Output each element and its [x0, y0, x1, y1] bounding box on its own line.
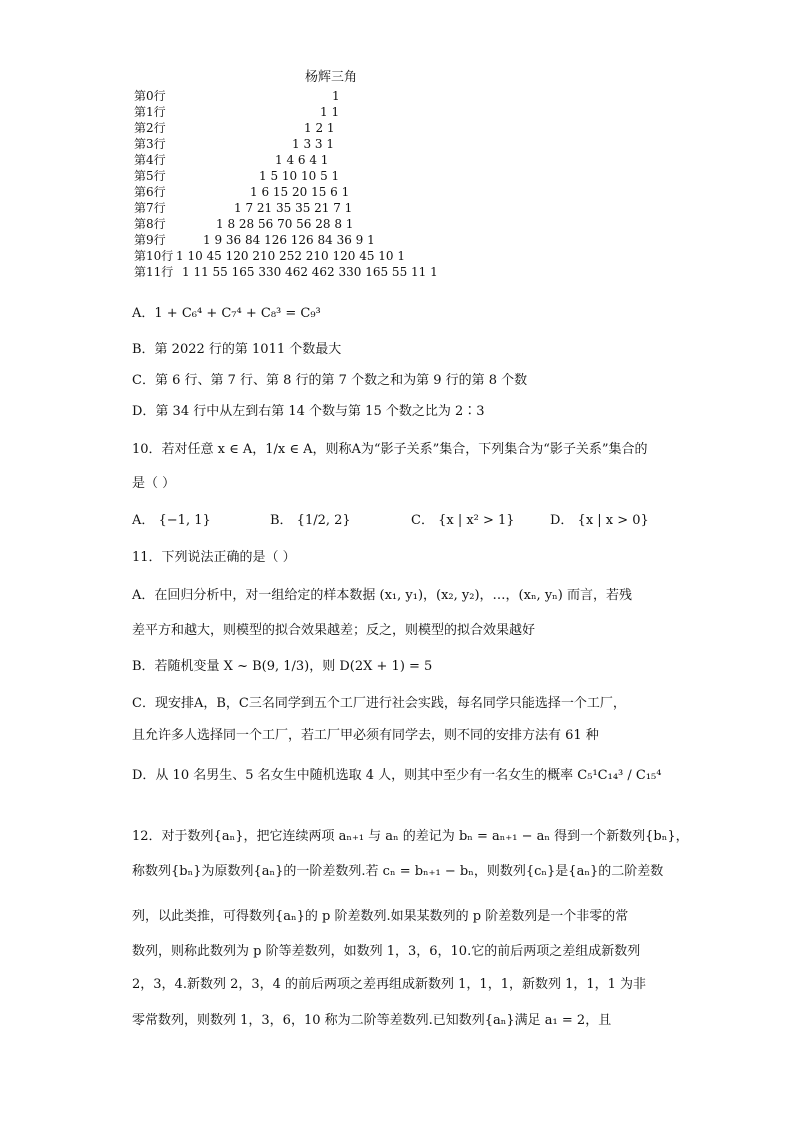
q10-option-a: A． {−1, 1}	[132, 513, 211, 528]
row-label: 第0行	[134, 89, 166, 103]
q9-option-d: D．第 34 行中从左到右第 14 个数与第 15 个数之比为 2∶3	[132, 404, 485, 419]
q9-option-a: A．1 + C₆⁴ + C₇⁴ + C₈³ = C₉³	[132, 306, 321, 321]
row-numbers: 1 11 55 165 330 462 462 330 165 55 11 1	[182, 265, 438, 279]
row-numbers: 1 7 21 35 35 21 7 1	[234, 201, 353, 215]
row-label: 第11行	[134, 265, 174, 279]
q11-option-a-cont: 差平方和越大，则模型的拟合效果越差；反之，则模型的拟合效果越好	[132, 623, 536, 638]
q12-line-4: 数列，则称此数列为 p 阶等差数列，如数列 1，3，6，10.它的前后两项之差组成新数列	[132, 944, 641, 959]
q10-option-c: C． {x | x² > 1}	[411, 513, 515, 528]
row-numbers: 1 5 10 10 5 1	[259, 169, 340, 183]
q10-option-b: B． {1/2, 2}	[270, 513, 351, 528]
q11-option-c: C．现安排A，B，C三名同学到五个工厂进行社会实践，每名同学只能选择一个工厂，	[132, 696, 626, 711]
q10-option-d: D． {x | x > 0}	[550, 513, 649, 528]
row-label: 第1行	[134, 105, 166, 119]
q11-option-d: D．从 10 名男生、5 名女生中随机选取 4 人，则其中至少有一名女生的概率 C₅¹C₁₄³ / C₁₅⁴	[132, 768, 662, 783]
row-label: 第9行	[134, 233, 166, 247]
row-numbers: 1 1	[320, 105, 340, 119]
row-numbers: 1	[332, 89, 340, 103]
q11-option-b: B．若随机变量 X ~ B(9, 1/3)，则 D(2X + 1) = 5	[132, 659, 433, 674]
q10-stem: 10．若对任意 x ∈ A，1/x ∈ A，则称A为“影子关系”集合，下列集合为“影子关系”集合的	[132, 442, 648, 457]
row-label: 第7行	[134, 201, 166, 215]
q12-line-6: 零常数列，则数列 1，3，6，10 称为二阶等差数列.已知数列{aₙ}满足 a₁ = 2，且	[132, 1013, 612, 1028]
row-numbers: 1 4 6 4 1	[275, 153, 329, 167]
q10-stem-cont: 是（ ）	[132, 476, 176, 491]
q11-option-a: A．在回归分析中，对一组给定的样本数据 (x₁, y₁)，(x₂, y₂)，…，(xₙ, yₙ) 而言，若残	[132, 588, 632, 603]
triangle-title: 杨辉三角	[305, 70, 358, 85]
row-label: 第4行	[134, 153, 166, 167]
q9-option-c: C．第 6 行、第 7 行、第 8 行的第 7 个数之和为第 9 行的第 8 个数	[132, 373, 528, 388]
q11-stem: 11．下列说法正确的是（ ）	[132, 550, 296, 565]
row-label: 第6行	[134, 185, 166, 199]
q12-line-5: 2，3，4.新数列 2，3，4 的前后两项之差再组成新数列 1，1，1，新数列 1，1，1 为非	[132, 977, 647, 992]
q9-option-b: B．第 2022 行的第 1011 个数最大	[132, 342, 342, 357]
row-numbers: 1 2 1	[304, 121, 335, 135]
q12-line-2: 称数列{bₙ}为原数列{aₙ}的一阶差数列.若 cₙ = bₙ₊₁ − bₙ，则数列{cₙ}是{aₙ}的二阶差数	[132, 864, 664, 879]
row-numbers: 1 10 45 120 210 252 210 120 45 10 1	[176, 249, 406, 263]
row-label: 第2行	[134, 121, 166, 135]
row-label: 第5行	[134, 169, 166, 183]
row-numbers: 1 9 36 84 126 126 84 36 9 1	[203, 233, 375, 247]
q11-option-c-cont: 且允许多人选择同一个工厂，若工厂甲必须有同学去，则不同的安排方法有 61 种	[132, 728, 599, 743]
q12-line-1: 12．对于数列{aₙ}，把它连续两项 aₙ₊₁ 与 aₙ 的差记为 bₙ = aₙ₊₁ − aₙ 得到一个新数列{bₙ}，	[132, 829, 689, 844]
row-label: 第8行	[134, 217, 166, 231]
q12-line-3: 列，以此类推，可得数列{aₙ}的 p 阶差数列.如果某数列的 p 阶差数列是一个非零的常	[132, 909, 629, 924]
row-label: 第10行	[134, 249, 174, 263]
row-numbers: 1 3 3 1	[292, 137, 334, 151]
row-label: 第3行	[134, 137, 166, 151]
row-numbers: 1 8 28 56 70 56 28 8 1	[216, 217, 354, 231]
row-numbers: 1 6 15 20 15 6 1	[250, 185, 350, 199]
